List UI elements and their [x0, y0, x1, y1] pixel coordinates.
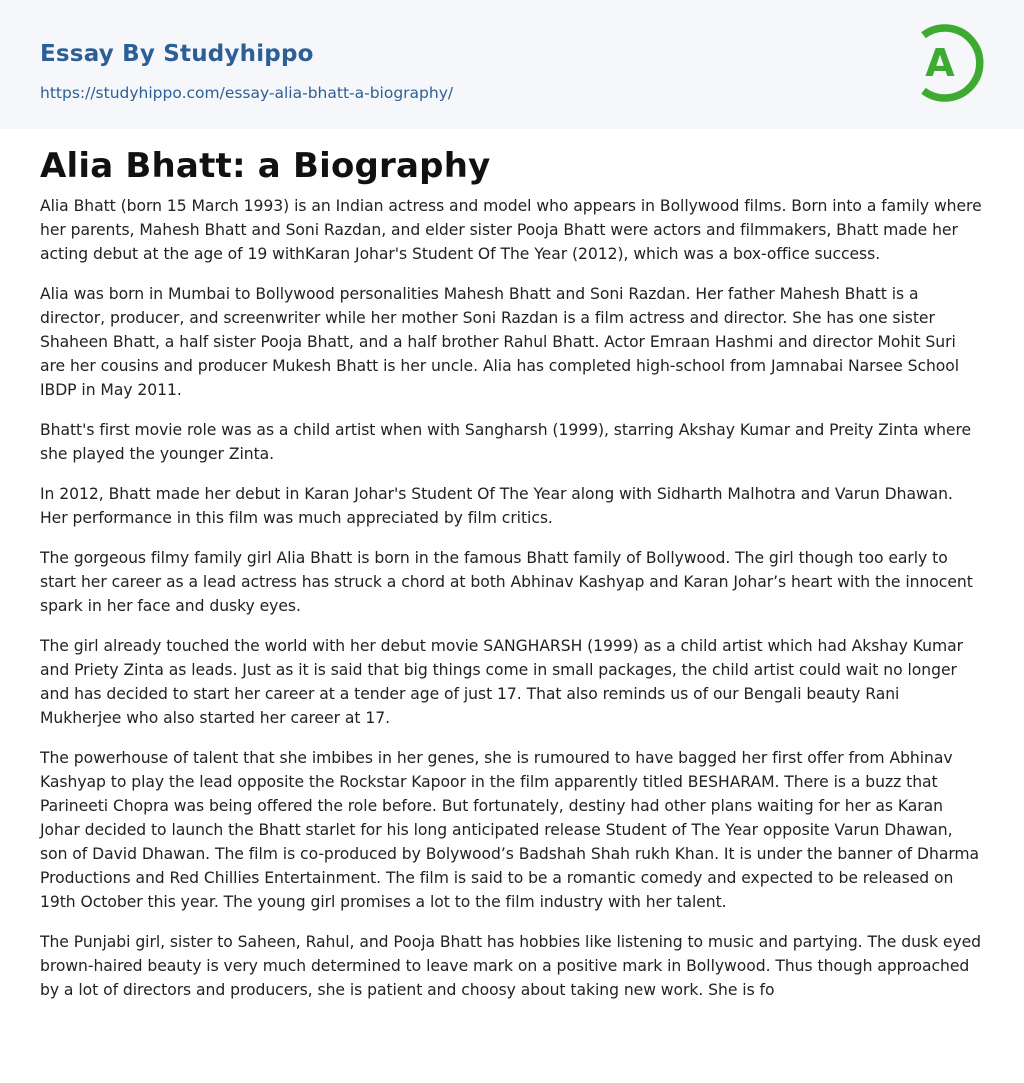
essay-body [40, 194, 984, 1018]
essay-url-link[interactable]: https://studyhippo.com/essay-alia-bhatt-a-biography/ [40, 84, 454, 102]
site-header [0, 0, 1024, 129]
page-title: Alia Bhatt: a Biography [40, 146, 491, 186]
essay-paragraph: Alia Bhatt (born 15 March 1993) is an Indian actress and model who appears in Bollywood films. Born into a family where her parents, Mahesh Bhatt and Soni Razdan, and elder sister Pooja Bhatt were actors and filmmakers, Bhatt made her acting debut at the age of 19 withKaran Johar's Student Of The Year (2012), which was a box-office success. [40, 197, 982, 263]
essay-paragraph: Alia was born in Mumbai to Bollywood personalities Mahesh Bhatt and Soni Razdan. Her father Mahesh Bhatt is a director, producer, and screenwriter while her mother Soni Razdan is a film actress and director. She has one sister Shaheen Bhatt, a half sister Pooja Bhatt, and a half brother Rahul Bhatt. Actor Emraan Hashmi and director Mohit Suri are her cousins and producer Mukesh Bhatt is her uncle. Alia has completed high-school from Jamnabai Narsee School IBDP in May 2011. [40, 285, 960, 399]
essay-paragraph: The powerhouse of talent that she imbibes in her genes, she is rumoured to have bagged her first offer from Abhinav Kashyap to play the lead opposite the Rockstar Kapoor in the film apparently titled BESHARAM. There is a buzz that Parineeti Chopra was being offered the role before. But fortunately, destiny had other plans waiting for her as Karan Johar decided to launch the Bhatt starlet for his long anticipated release Student of The Year opposite Varun Dhawan, son of David Dhawan. The film is co-produced by Bolywood’s Badshah Shah rukh Khan. It is under the banner of Dharma Productions and Red Chillies Entertainment. The film is said to be a romantic comedy and expected to be released on 19th October this year. The young girl promises a lot to the film industry with her talent. [40, 749, 980, 911]
essay-paragraph: In 2012, Bhatt made her debut in Karan Johar's Student Of The Year along with Sidharth Malhotra and Varun Dhawan. Her performance in this film was much appreciated by film critics. [40, 485, 953, 527]
essay-paragraph: The gorgeous filmy family girl Alia Bhatt is born in the famous Bhatt family of Bollywood. The girl though too early to start her career as a lead actress has struck a chord at both Abhinav Kashyap and Karan Johar’s heart with the innocent spark in her face and dusky eyes. [40, 549, 973, 615]
essay-paragraph: Bhatt's first movie role was as a child artist when with Sangharsh (1999), starring Akshay Kumar and Preity Zinta where she played the younger Zinta. [40, 421, 972, 463]
logo-letter: A [925, 41, 955, 85]
essay-paragraph: The Punjabi girl, sister to Saheen, Rahul, and Pooja Bhatt has hobbies like listening to music and partying. The dusk eyed brown-haired beauty is very much determined to leave mark on a positive mark in Bollywood. Thus though approached by a lot of directors and producers, she is patient and choosy about taking new work. She is fo [40, 933, 982, 999]
essay-paragraph: The girl already touched the world with her debut movie SANGHARSH (1999) as a child artist which had Akshay Kumar and Priety Zinta as leads. Just as it is said that big things come in small packages, the child artist could wait no longer and has decided to start her career at a tender age of just 17. That also reminds us of our Bengali beauty Rani Mukherjee who also started her career at 17. [40, 637, 963, 727]
studyhippo-logo-icon[interactable] [912, 20, 986, 106]
site-title[interactable]: Essay By Studyhippo [40, 41, 314, 67]
